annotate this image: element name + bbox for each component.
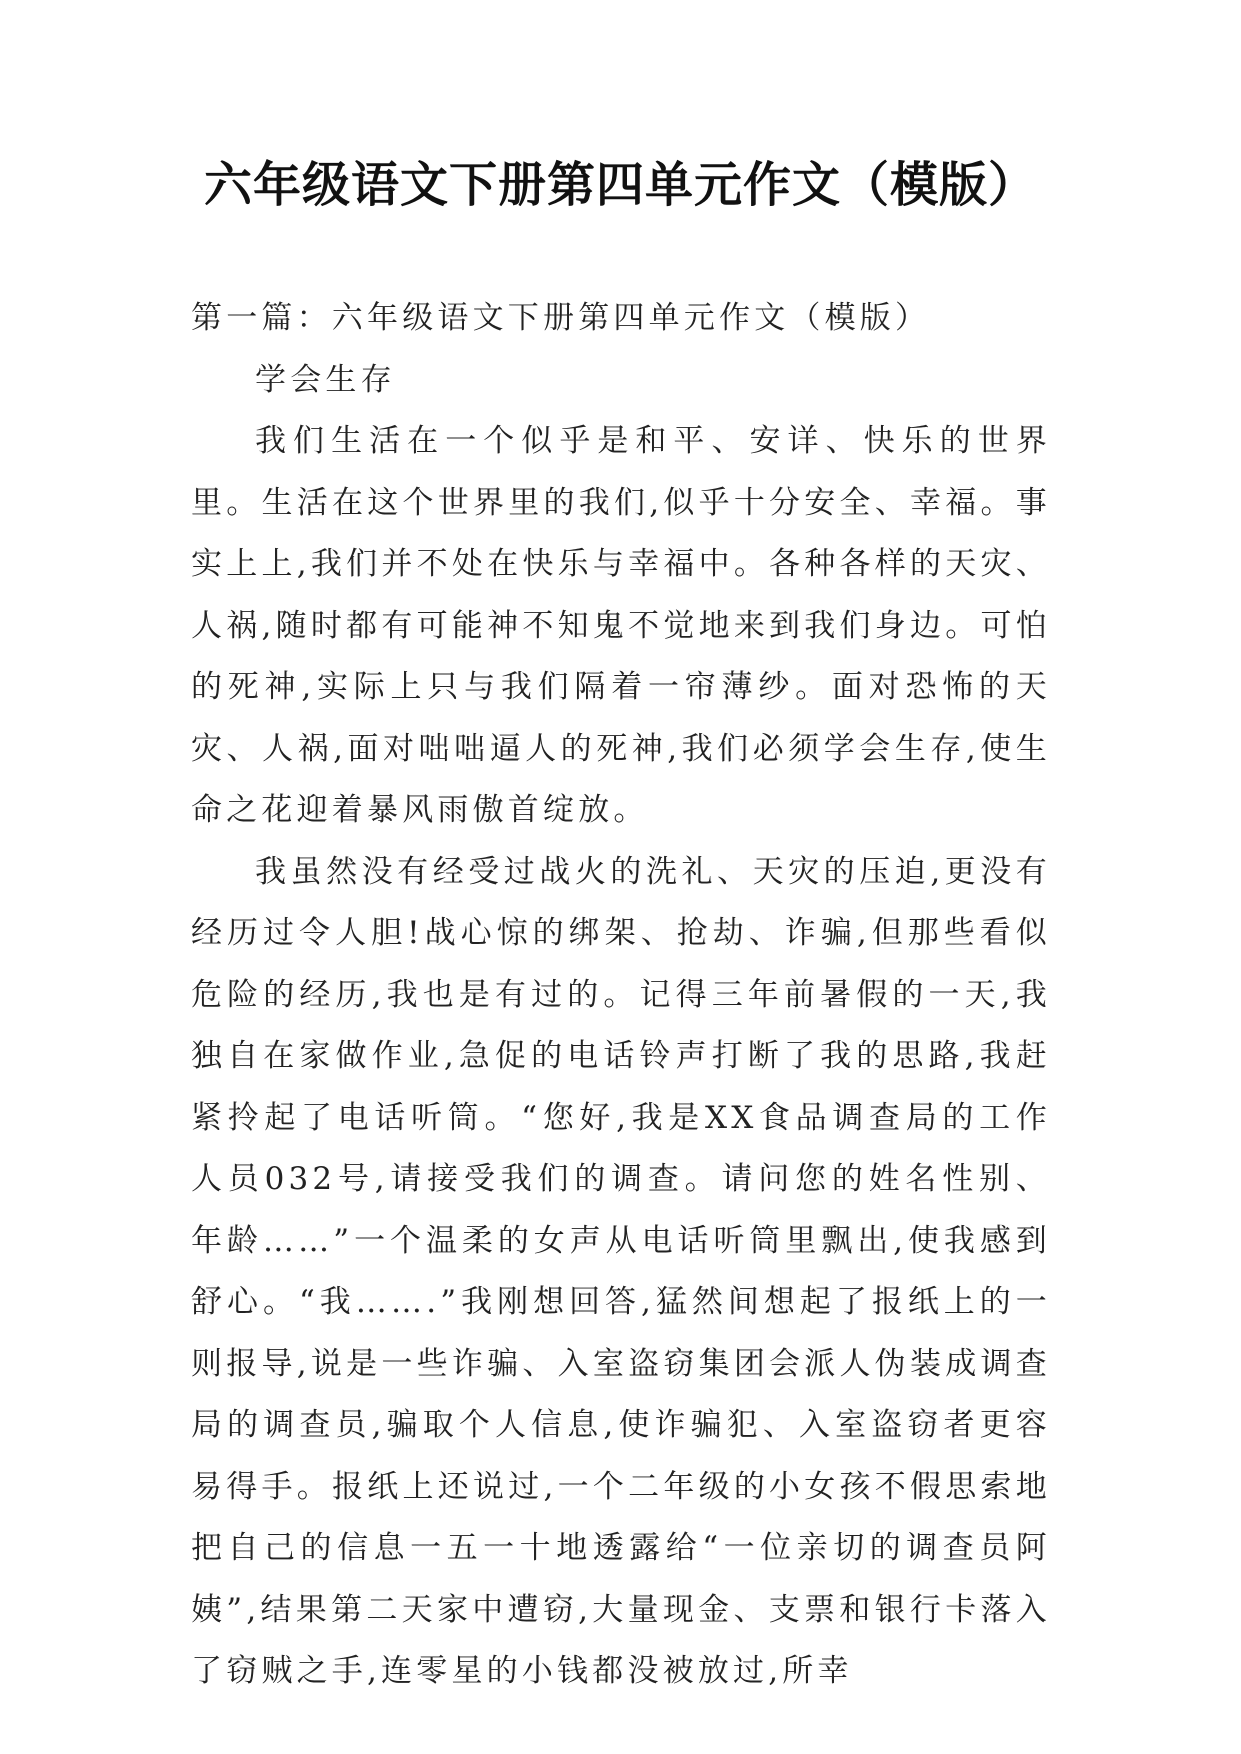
document-body <box>191 288 1051 1703</box>
section-heading: 第一篇：六年级语文下册第四单元作文（模版） <box>191 300 931 336</box>
document-title: 六年级语文下册第四单元作文（模版） <box>203 157 1037 213</box>
paragraph-2: 我虽然没有经受过战火的洗礼、天灾的压迫,更没有经历过令人胆!战心惊的绑架、抢劫、诈骗,但那些看似危险的经历,我也是有过的。记得三年前暑假的一天,我独自在家做作业,急促的电话铃声打断了我的思路,我赶紧拎起了电话听筒。“您好,我是XX食品调查局的工作人员032号,请接受我们的调查。请问您的姓名性别、年龄……”一个温柔的女声从电话听筒里飘出,使我感到舒心。“我…….”我刚想回答,猛然间想起了报纸上的一则报导,说是一些诈骗、入室盗窃集团会派人伪装成调查局的调查员,骗取个人信息,使诈骗犯、入室盗窃者更容易得手。报纸上还说过,一个二年级的小女孩不假思索地把自己的信息一五一十地透露给“一位亲切的调查员阿姨”,结果第二天家中遭窃,大量现金、支票和银行卡落入了窃贼之手,连零星的小钱都没被放过,所幸 <box>191 853 1051 1689</box>
paragraph-1: 我们生活在一个似乎是和平、安详、快乐的世界里。生活在这个世界里的我们,似乎十分安全、幸福。事实上上,我们并不处在快乐与幸福中。各种各样的天灾、人祸,随时都有可能神不知鬼不觉地来到我们身边。可怕的死神,实际上只与我们隔着一帘薄纱。面对恐怖的天灾、人祸,面对咄咄逼人的死神,我们必须学会生存,使生命之花迎着暴风雨傲首绽放。 <box>191 423 1051 828</box>
essay-title: 学会生存 <box>255 361 396 398</box>
